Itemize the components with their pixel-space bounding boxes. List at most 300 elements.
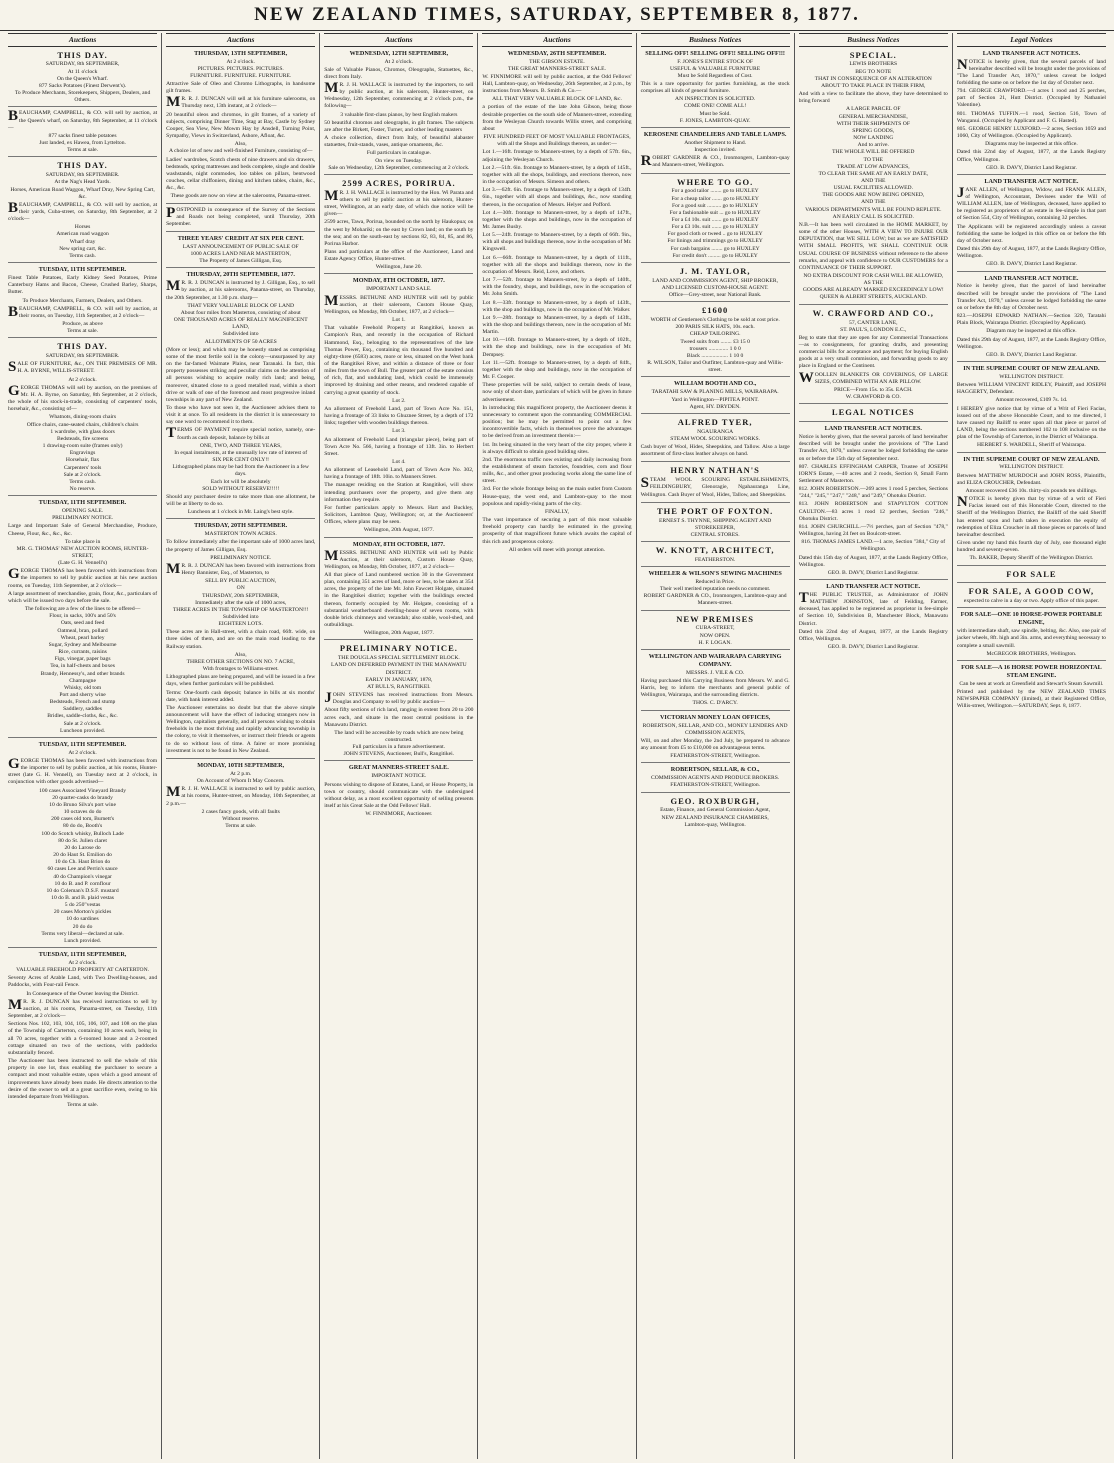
- ad-line: A choice collection, direct from Italy, of beautiful alabaster statuettes, fruit-stands, vases, antique ornaments, &c.: [324, 135, 474, 149]
- ad-line: Plans and particulars at the office of the Auctioneer, Land and Estate Agency Office, Hunter-street.: [324, 249, 474, 263]
- ad-line: Diagrams may be inspected at this office.: [985, 141, 1078, 148]
- ad-line: Lot 4.—30ft. frontage to Manners-street, by a depth of 147ft., together with the shops and buildings, now in the occupation of Mr. James Busby.: [482, 209, 632, 230]
- ad-line: 10 octaves do do: [63, 809, 102, 816]
- ad-line: 20 do do: [72, 923, 93, 930]
- ad-line: PICTURES. PICTURES. PICTURES.: [197, 65, 284, 72]
- ad-line: That valuable Freehold Property at Rangitikei, known as Campion's Run, and recently in the occupation of Richard Hammond, Esq., belonging to the representatives of the late Thomas Power, Esq., containing six thousand five hundred and eighty-three (6583) acres, more or less, situated on the West bank of the Rangitikei River, and within a distance of three or four miles from the town of Bull. The greater part of the estate consists of rich, flat, and undulating land, which could be immensely improved by draining and other means, and rendered capable of carrying a great quantity of stock.: [324, 325, 474, 396]
- ad-line: Lot 2.—51ft. 6in. frontage to Manners-street, by a depth of 145ft., together with all the shops, buildings, and erections thereon, now in the occupation of Messrs. Simeon and others.: [482, 164, 632, 186]
- ad-line: Th. BAKER, Deputy Sheriff of the Wellington District.: [969, 555, 1094, 562]
- ad-line: Engravings: [69, 450, 96, 457]
- ad-line: American road waggon: [56, 231, 109, 238]
- ad-line: Dated this 29th day of August, 1877, at the Lands Registry Office, Wellington.: [956, 246, 1106, 260]
- ad-line: AN EARLY CALL IS SOLICITED.: [832, 213, 914, 220]
- ad-line: For good cloth or tweed .. go to HUXLEY: [667, 231, 763, 238]
- ad-line: Full particulars in a future advertisement.: [352, 744, 446, 751]
- ad-line: Office chairs, cane-seated chairs, children's chairs: [26, 421, 139, 428]
- column-heading: Business Notices: [641, 33, 790, 47]
- ad-heading: HENRY NATHAN'S: [670, 465, 760, 476]
- advertisement-block: [8, 341, 157, 496]
- ad-line: Immediately after the sale of 1000 acres,: [195, 599, 287, 606]
- ad-line: BEAUCHAMP, CAMPBELL, & CO. will sell by auction, at their rooms, on Tuesday, 11th September, at 2 o'clock—: [8, 303, 158, 320]
- advertisement-block: [957, 275, 1106, 363]
- ad-line: IMPORTANT NOTICE.: [371, 773, 427, 780]
- ad-heading: LEGAL NOTICES: [831, 407, 915, 418]
- advertisement-block: [957, 365, 1106, 453]
- ad-line: NOTICE is hereby given that by virtue of a writ of Fieri Facias issued out of this Honorable Court, directed to the Sheriff of the Wellington District, the Bailiff of the said Sheriff has entered upon and hath taken in execution the equity of redemption of Eliza Croucher in all those pieces or parcels of land hereinafter described.: [956, 494, 1106, 538]
- ad-line: Should any purchaser desire to take more than one allotment, he will be at liberty to do so.: [166, 493, 316, 507]
- ad-line: Terms: One-fourth cash deposit; balance in bills at six months' date, with bank interest added.: [166, 689, 316, 703]
- ad-line: 200 cases old tom, Burnett's: [51, 816, 115, 823]
- ad-line: ONE THOUSAND ACRES OF REALLY MAGNIFICENT LAND,: [173, 317, 308, 331]
- ad-line: FEATHERSTON.: [694, 556, 736, 563]
- advertisement-block: [8, 499, 157, 738]
- ad-line: Lithographed plans are being prepared, and will be issued in a few days, when further particulars will be published.: [166, 674, 316, 688]
- ad-line: USUAL FACILITIES ALLOWED.: [833, 185, 913, 192]
- ad-line: An allotment of Freehold Land (triangular piece), being part of Town Acre No. 566, having a frontage of 13ft. 3in. to Herbert Street.: [324, 436, 474, 457]
- ad-heading: ROBERTSON, SELLAR, & CO.,: [670, 766, 760, 774]
- ad-line: Sale of Valuable Pianos, Chromos, Oleographs, Statuettes, &c., direct from Italy.: [324, 66, 474, 80]
- advertisement-block: [799, 583, 948, 653]
- ad-line: Whisky, old tom: [64, 684, 102, 691]
- ad-line: Lot 3.: [392, 428, 406, 435]
- ad-line: Dated this 22nd day of August, 1877, at the Lands Registry Office, Wellington.: [956, 149, 1106, 163]
- ad-line: Also,: [234, 651, 247, 658]
- ad-line: AT BULL'S, RANGITIKEI.: [367, 683, 431, 690]
- ad-line: Terms at sale.: [225, 822, 257, 829]
- advertisement-block: [641, 465, 790, 502]
- ad-line: NEW ZEALAND INSURANCE CHAMBERS,: [661, 814, 769, 821]
- ad-line: Sale at 2 o'clock.: [63, 471, 102, 478]
- ad-line: Just landed, ex Hawea, from Lyttelton.: [39, 140, 126, 147]
- ad-line: Sugar, Sydney and Melbourne: [48, 641, 117, 648]
- ad-line: CENTRAL STORES.: [690, 531, 740, 538]
- ad-line: TARATAHI SAW & PLANING MILLS, WAIRARAPA.: [651, 389, 779, 396]
- ad-line: Amount recovered, £109 7s. 1d.: [995, 397, 1068, 404]
- ad-line: FEATHERSTON-STREET, Wellington.: [670, 753, 761, 760]
- column-heading: Auctions: [482, 33, 631, 47]
- ad-line: 57, CANTER LANE,: [849, 319, 898, 326]
- ad-line: MESSRS. BETHUNE AND HUNTER will sell by Public Auction, at their saleroom, Custom House Quay, Wellington, on Monday, 8th October, 1877, at 2 o'clock—: [324, 547, 474, 570]
- ad-line: GEO. B. DAVY, District Land Registrar.: [985, 164, 1077, 171]
- ad-line: SIX PER CENT ONLY!!: [212, 457, 270, 464]
- ad-line: with intermediate shaft, saw spindle, belting, &c. Also, one pair of jacker wheels, 8ft. high and 3in. arms, and everything necessary to complete a small sawmill.: [956, 628, 1106, 649]
- ad-line: MR. R. J. DUNCAN has received instructions to sell by auction, at his rooms, Panama-street, on Tuesday, 11th September, at 2 o'clock—: [8, 996, 158, 1020]
- ad-line: Beg to state that they are open for any Commercial Transactions—as to consignments, for granting drafts, and presenting commercial bills for acceptance and payment; for buying English goods at a very small commission, and forwarding goods to any place in England or the Continent.: [798, 334, 948, 370]
- ad-line: THE DOUGLAS SPECIAL SETTLEMENT BLOCK.: [337, 655, 460, 662]
- ad-line: The following are a few of the lines to be offered—: [24, 606, 141, 613]
- ad-line: COME ONE! COME ALL!: [683, 103, 747, 110]
- ad-line: 1000 ACRES LAND NEAR MASTERTON,: [190, 251, 291, 258]
- ad-line: Wellington, June 20.: [375, 264, 422, 271]
- ad-line: At 2 o'clock.: [68, 960, 97, 966]
- ad-line: Full particulars in catalogue.: [366, 150, 431, 157]
- ad-heading: SPECIAL.: [849, 49, 897, 60]
- ad-line: Ladies' wardrobes, Scotch chests of nine drawers and six drawers, bedsteads, spring mattresses and beds complete, single and double washstands, night commodes, loo tables on pillars, bentwood couches, cellar chiffoniers, dining and kitchen tables, chairs, &c., &c., &c.: [166, 156, 316, 192]
- ad-line: JANE ALLEN, of Wellington, Widow, and FRANK ALLEN, of Wellington, Accountant, Devisees under the Will of WILLIAM ALLEN, late of Wellington, deceased, have applied to be registered as proprietors of an estate in fee-simple in that part of Section 554, City of Wellington, containing 32 perches.: [956, 184, 1106, 222]
- advertisement-block: [8, 110, 157, 157]
- advertisement-block: [641, 305, 790, 377]
- ad-line: Tea, in half-chests and boxes: [50, 663, 115, 670]
- ad-line: Reduced in Price.: [695, 578, 735, 585]
- ad-line: Printed and published by the NEW ZEALAND TIMES NEWSPAPER COMPANY (limited), at their Registered Office, Willis-street, Wellington.—SATURDAY, Sept. 8, 1877.: [956, 688, 1106, 710]
- ad-heading: FOR SALE, A GOOD COW,: [968, 586, 1095, 597]
- ad-line: with all the Shops and Buildings thereon, as under:—: [497, 141, 617, 148]
- ad-line: Wharf dray: [69, 238, 96, 245]
- ad-line: At the Nag's Head Yards.: [54, 179, 111, 186]
- ad-line: At 2 p.m.: [230, 770, 252, 777]
- ad-line: 20 do Larose do: [64, 844, 101, 851]
- ad-line: For credit don't ......... go to HUXLEY: [672, 252, 758, 259]
- ad-heading: THIS DAY.: [57, 160, 108, 171]
- ad-line: SATURDAY, 8th SEPTEMBER.: [45, 172, 120, 179]
- advertisement-block: [641, 653, 790, 711]
- ad-line: For a £3 10s. suit ....... go to HUXLEY: [671, 224, 759, 231]
- masthead: NEW ZEALAND TIMES, SATURDAY, SEPTEMBER 8, 1877.: [0, 0, 1114, 31]
- ad-line: A large assortment of merchandise, grain, flour, &c., particulars of which will be issued two days before the sale.: [8, 590, 158, 604]
- ad-line: 40 do Champion's vinegar: [53, 873, 112, 880]
- ad-line: The Auctioneer entertains no doubt but that the above simple announcement will have the effect of inducing strangers now in Wellington, capitalists generally, and all persons wishing to obtain freeholds in the most thriving and rapidly advancing township in the colony, to visit it themselves, or instruct their friends or agents to do so without loss of time. A fairer or more promising investment is not to be found in New Zealand.: [166, 704, 316, 754]
- ad-line: 1 drawing-room suite (frames only): [42, 443, 123, 450]
- ad-line: To follow immediately after the important sale of 1000 acres land, the property of James Gilligan, Esq.: [166, 539, 316, 553]
- ad-line: Terms cash.: [69, 252, 96, 259]
- ad-line: To take place in: [64, 538, 101, 545]
- ad-line: ONE, TWO, AND THREE YEARS,: [199, 442, 282, 449]
- ad-line: R. WILSON, Tailor and Outfitter, Lambton-quay and Willis-street.: [647, 360, 784, 374]
- columns: [4, 33, 1110, 1459]
- advertisement-block: [641, 766, 790, 792]
- ad-line: THE GOODS ARE NOW BEING OPENED,: [822, 192, 925, 199]
- ad-heading: LAND TRANSFER ACT NOTICE.: [984, 274, 1079, 282]
- ad-line: Persons wishing to dispose of Estates, Land, or House Property, in town or country, should communicate with the undersigned without delay, as a most excellent opportunity of selling presents itself at his Great Sale at the Odd Fellows' Hall.: [324, 781, 474, 809]
- ad-line: The Property of James Gilligan, Esq.: [199, 258, 283, 265]
- ad-line: At 11 o'clock: [67, 68, 98, 75]
- ad-line: THE PUBLIC TRUSTEE, as Administrator of JOHN MATTHEW JOHNSTON, late of Feilding, Farmer, deceased, has applied to be registered as proprietor in fee-simple of Section 10, Subdivision B, Manchester Block, Manawatu District.: [798, 589, 948, 627]
- ad-line: Dated this 15th day of August, 1877, at the Lands Registry Office, Wellington.: [798, 554, 948, 568]
- ad-line: 823.—JOSEPH EDWARD NATHAN.—Section 320, Taratahi Plain Block, Wairarapa District. (Occupied by Applicant).: [956, 313, 1106, 327]
- ad-heading: GREAT MANNERS-STREET SALE.: [348, 764, 449, 772]
- ad-heading: LAND TRANSFER ACT NOTICES.: [982, 49, 1081, 57]
- advertisement-block: [641, 570, 790, 611]
- ad-line: ERNEST S. THYNNE, SHIPPING AGENT AND STOREKEEPER,: [658, 517, 772, 531]
- ad-line: Luncheon at 1 o'clock in Mr. Laing's best style.: [187, 509, 294, 516]
- ad-line: 20 quarter-casks do brandy: [52, 794, 113, 801]
- ad-line: 877 Sacks Potatoes (Finest Derwent's).: [38, 82, 127, 89]
- ad-line: Lot 11.—52ft. frontage to Manners-street, by a depth of 84ft., together with the shop and buildings, now in the occupation of Mr. F. Cooper.: [482, 359, 632, 381]
- ad-line: Carpenters' tools: [63, 464, 102, 471]
- ad-line: F. JONES'S ENTIRE STOCK OF: [677, 58, 754, 65]
- ad-line: 100 do Scotch whisky, Bulloch Lade: [41, 830, 124, 837]
- ad-line: No reserve.: [69, 485, 96, 492]
- ad-line: TO CLEAR THE SAME AT AN EARLY DATE,: [818, 170, 929, 177]
- column-5: [637, 33, 795, 1459]
- ad-line: FINALLY,: [544, 508, 570, 515]
- ad-line: Office—Grey-street, near National Bank.: [668, 292, 762, 299]
- column-heading: Auctions: [166, 33, 315, 47]
- ad-line: Bridles, saddle-cloths, &c., &c.: [47, 713, 118, 720]
- ad-line: POSTPONED in consequence of the Survey of the Sections and Roads not being completed, until Thursday, 20th September.: [166, 204, 316, 227]
- ad-line: SPRING GOODS,: [852, 127, 895, 134]
- ad-line: FURNITURE. FURNITURE. FURNITURE.: [190, 72, 292, 79]
- ad-line: Terms cash.: [69, 478, 96, 485]
- ad-line: 877 sacks finest table potatoes: [48, 132, 117, 139]
- ad-line: Each lot will be absolutely: [210, 478, 271, 485]
- advertisement-block: [641, 50, 790, 128]
- ad-line: LAND ON DEFERRED PAYMENT IN THE MANAWATU DISTRICT.: [331, 662, 467, 676]
- advertisement-block: [641, 380, 790, 413]
- ad-heading: FOR SALE: [1006, 568, 1057, 579]
- ad-line: 812. JOHN ROBERTSON.—269 acres 1 rood 5 perches, Sections "244," "245," "247," "248," and "249," Ohotuku District.: [798, 486, 948, 500]
- column-6: [795, 33, 953, 1459]
- ad-line: And to arrive.: [857, 142, 889, 149]
- ad-line: Lot 10.—16ft. frontage to Manners-street, by a depth of 102ft., with the shop and buildings, now in the occupation of Mr. Dempsey.: [482, 337, 632, 358]
- ad-line: 814. JOHN CHURCHILL.—7½ perches, part of Section "478," Wellington, having 24 feet on Boulcott-street.: [798, 523, 948, 538]
- ad-line: Flour, in sacks, 100's and 50's: [49, 613, 116, 620]
- ad-line: GEORGE THOMAS has been favored with instructions from the importers to sell by public auction at his new auction rooms, on Tuesday, 11th September, at 2 o'clock—: [8, 566, 158, 589]
- ad-line: GEO. B. DAVY, District Land Registrar.: [985, 351, 1077, 358]
- ad-line: NOW LANDING: [853, 135, 894, 142]
- ad-line: Lunch provided.: [64, 937, 102, 944]
- ad-line: Another Shipment to Hand.: [684, 139, 747, 146]
- ad-line: THREE ACRES IN THE TOWNSHIP OF MASTERTON!!!: [172, 606, 309, 613]
- advertisement-block: [166, 762, 315, 832]
- ad-line: Lot 3.—62ft. 6in. frontage to Manners-street, by a depth of 134ft. 6in., together with all shops and buildings, &c., now standing thereon, in the occupation of Messrs. Helyer and Pofford.: [482, 187, 632, 208]
- ad-line: 2 cases fancy goods, with all faults: [201, 808, 280, 815]
- ad-line: THAT VERY VALUABLE BLOCK OF LAND: [187, 302, 295, 309]
- ad-line: For a £4 10s. suit ....... go to HUXLEY: [671, 217, 759, 223]
- ad-heading: THREE YEARS' CREDIT AT SIX PER CENT.: [177, 234, 304, 242]
- ad-line: W. FINNIMORE will sell by public auction, at the Odd Fellows' Hall, Lambton-quay, on Wednesday, 26th September, at 2 p.m., by instructions from Messrs. B. Smith & Co.—: [482, 73, 632, 95]
- advertisement-block: [799, 425, 948, 580]
- ad-heading: ALFRED TYER,: [677, 416, 753, 427]
- ad-line: On view on Tuesday.: [375, 157, 423, 164]
- ad-line: In introducing this magnificent property, the Auctioneer deems it unnecessary to comment upon the commanding COMMERCIAL position; but he may be permitted to point out a few incontrovertible facts, which in themselves prove the advantages to be derived from an investment therein:—: [482, 404, 632, 440]
- ad-line: (More or less); and which may be honestly stated as comprising some of the most fertile soil in the colony—unsurpassed by any on the far-famed Waimate Plains, near Taranaki. In fact, this property possesses striking and peculiar claims on the attention of all persons wishing to acquire really rich land; and being, moreover, situated close to a good metalled road, within a short drive or walk of one of the foremost and most progressive inland townships in any part of New Zealand.: [166, 346, 316, 403]
- ad-line: These goods are now on view at the salerooms, Panama-street.: [170, 193, 311, 200]
- ad-line: 801. THOMAS TUFFIN.—1 rood, Section 516, Town of Wanganui. (Occupied by Applicant and F. G. Hasted).: [956, 110, 1106, 124]
- ad-line: TO THE: [863, 156, 884, 163]
- ad-heading: TUESDAY, 11TH SEPTEMBER.: [38, 740, 127, 748]
- ad-heading: TUESDAY, 11TH SEPTEMBER.: [38, 499, 127, 507]
- ad-line: WITH THEIR SHIPMENTS OF: [836, 120, 910, 127]
- ad-line: 1st. Its being situated in the very heart of the city proper, where it is always difficult to obtain good building sites.: [482, 441, 632, 455]
- ad-heading: TUESDAY, 11TH SEPTEMBER,: [38, 951, 127, 959]
- advertisement-block: [166, 271, 315, 519]
- ad-line: Finest Table Potatoes, Early Kidney Seed Potatoes, Prime Canterbury Hams and Bacon, Cheese, Crushed Barley, Sharps, Butter.: [8, 275, 158, 296]
- ad-line: WELLINGTON DISTRICT.: [999, 464, 1064, 471]
- ad-line: Horses: [74, 224, 91, 231]
- ad-line: ROBERT GARDNER & CO., Ironmongers, Lambton-quay and Manners-street.: [643, 593, 787, 607]
- ad-line: Bedsteads, French and stump: [49, 699, 116, 706]
- ad-line: JOHN STEVENS has received instructions from Messrs. Douglas and Company to sell by public auction—: [324, 690, 474, 707]
- ad-line: ST. PAUL'S, LONDON E.C.,: [840, 326, 907, 333]
- ad-line: ABOUT TO TAKE PLACE IN THEIR FIRM,: [821, 82, 926, 89]
- ad-line: On the Queen's Wharf.: [56, 75, 109, 82]
- ad-line: An allotment of Freehold Land, part of Town Acre No. 151, having a frontage of 33 links to Ghuznee Street, by a depth of 172 links; together with wooden buildings thereon.: [324, 405, 474, 427]
- ad-line: For linings and trimmings go to HUXLEY: [667, 238, 763, 245]
- ad-line: About four miles from Masterton, consisting of about: [180, 309, 301, 316]
- ad-line: In equal instalments, at the unusually low rate of interest of: [174, 449, 308, 456]
- ad-line: ROBERT GARDNER & CO., Ironmongers, Lambton-quay and Manners-street, Wellington.: [640, 153, 790, 170]
- ad-line: USEFUL & VALUABLE FURNITURE: [670, 65, 761, 72]
- advertisement-block: [641, 714, 790, 764]
- ad-line: For cash bargains ........ go to HUXLEY: [670, 245, 760, 252]
- ad-line: 10 do B. and B. plaid vestas: [51, 894, 114, 901]
- ad-line: AND THE: [861, 177, 886, 184]
- ad-line: STEAM WOOL SCOURING WORKS.: [670, 435, 760, 442]
- advertisement-block: [957, 178, 1106, 272]
- ad-line: PRELIMINARY NOTICE.: [210, 554, 272, 561]
- ad-line: MR. J. H. WALLACE is instructed to sell by public auction, at his rooms, Hunter-street, on Monday, 10th September, at 2 p.m.—: [166, 784, 316, 807]
- ad-line: The manager residing on the Station at Rangitikei, will show intending purchasers over the property, and give them any information they require.: [324, 482, 474, 503]
- ad-line: AND LICENSED CUSTOM-HOUSE AGENT.: [661, 284, 769, 291]
- column-heading: Legal Notices: [957, 33, 1106, 47]
- ad-heading: PRELIMINARY NOTICE.: [339, 643, 458, 654]
- column-7: [953, 33, 1110, 1459]
- ad-line: Yard in Wellington—PIPITEA POINT.: [671, 396, 759, 403]
- column-1: [4, 33, 162, 1459]
- ad-line: 10 do Coleman's D.S.F. mustard: [46, 887, 119, 894]
- ad-heading: NEW PREMISES: [676, 613, 754, 624]
- ad-line: a portion of the estate of the late John Gibson, being those desirable properties on the south side of Manners-street, extending from the Wesleyan Church towards Willis street, and comprising about: [482, 104, 632, 132]
- ad-line: EARLY IN JANUARY, 1878,: [365, 676, 433, 683]
- ad-line: COMMISSION AGENTS AND PRODUCE BROKERS.: [651, 775, 780, 782]
- ad-line: Will, on and after Monday, the 2nd July, be prepared to advance any amount from £5 to £10,000 on advantageous terms.: [640, 737, 790, 751]
- ad-line: ROBERTSON, SELLAR, AND CO., MONEY LENDERS AND COMMISSION AGENTS,: [642, 722, 788, 736]
- ad-line: BEG TO NOTE: [855, 68, 892, 75]
- ad-line: SELL BY PUBLIC AUCTION,: [205, 578, 277, 585]
- ad-line: Sale on Wednesday, 12th September, commencing at 2 o'clock.: [328, 164, 470, 171]
- ad-heading: SELLING OFF! SELLING OFF!! SELLING OFF!!!: [645, 49, 785, 57]
- ad-line: On Account of Whom It May Concern.: [196, 778, 285, 785]
- advertisement-block: [166, 235, 315, 268]
- ad-line: Agent, HY. DRYDEN.: [689, 403, 741, 410]
- ad-line: FEATHERSTON-STREET, Wellington.: [670, 782, 761, 789]
- ad-line: SOLD WITHOUT RESERVE!!!!!: [202, 485, 280, 492]
- ad-line: 200 PARIS SILK HATS, 10s. each.: [675, 324, 755, 331]
- ad-line: And with a view to facilitate the above, they have determined to bring forward: [798, 91, 948, 105]
- ad-line: Lambton-quay, Wellington.: [684, 821, 746, 828]
- ad-line: In Consequence of the Owner leaving the District.: [26, 990, 139, 997]
- advertisement-block: [8, 266, 157, 338]
- ad-line: Wheat, pearl barley: [60, 634, 105, 641]
- ad-line: FIVE HUNDRED FEET OF MOST VALUABLE FRONTAGES,: [483, 134, 631, 141]
- ad-line: Bedsteads, fire screens: [57, 435, 109, 442]
- ad-line: THE GREAT MANNERS-STREET SALE.: [507, 65, 606, 72]
- ad-line: VALUABLE FREEHOLD PROPERTY AT CARTERTON.: [16, 967, 150, 974]
- ad-line: THURSDAY, 20th SEPTEMBER,: [202, 592, 280, 599]
- ad-line: 20 beautiful oleos and chromos, in gilt frames, of a variety of subjects, comprising Dinner Time, Stag at Bay, Castle by Sydney Cooper, Sea View, New Mowm Hay by Ansdell, Turning Point, Sympathy, Views in Switzerland, Ashore, Afloat, &c.: [166, 111, 316, 140]
- ad-line: These properties will be sold, subject to certain deeds of lease, now only of short date, particulars of which will be given in future advertisement.: [482, 382, 632, 403]
- ad-line: ON: [236, 585, 245, 592]
- ad-line: Lot 5.—24ft. frontage to Manners-street, by a depth of 66ft. 9in., with all shops and buildings thereon, now in the occupation of Mr. Kingswell.: [482, 232, 632, 253]
- ad-line: Lot 2.: [392, 397, 406, 404]
- ad-line: McGREGOR BROTHERS, Wellington.: [986, 650, 1077, 657]
- ad-line: HERBERT S. WARDELL, Sheriff of Wairarapa.: [977, 442, 1086, 449]
- ad-line: Dated this 29th day of August, 1877, at the Lands Registry Office, Wellington.: [956, 336, 1106, 350]
- ad-line: Must be Sold Regardless of Cost.: [677, 72, 753, 79]
- ad-heading: THURSDAY, 20TH SEPTEMBER.: [194, 522, 288, 530]
- ad-line: Subdivided into: [222, 331, 259, 338]
- advertisement-block: [324, 764, 473, 820]
- ad-line: GEO. B. DAVY, District Land Registrar.: [985, 261, 1077, 268]
- column-3: [320, 33, 478, 1459]
- ad-heading: WEDNESDAY, 12TH SEPTEMBER,: [349, 49, 449, 57]
- advertisement-block: [641, 506, 790, 542]
- ad-heading: WHEELER & WILSON'S SEWING MACHINES: [648, 570, 782, 578]
- ad-heading: WEDNESDAY, 26TH SEPTEMBER.: [507, 49, 607, 57]
- ad-line: Wellington, 20th August, 1877.: [363, 630, 434, 637]
- ad-line: These acres are in Hall-street, with a chain road, 66ft. wide, on three sides of them, and are on the main road leading to the Railway station.: [166, 629, 316, 650]
- ad-line: AS THE: [863, 280, 883, 287]
- ad-line: Whatnots, dining-room chairs: [49, 414, 117, 421]
- ad-heading: 2599 ACRES, PORIRUA.: [342, 177, 456, 188]
- ad-line: A choice lot of new and well-finished Furniture, consisting of—: [168, 148, 313, 155]
- column-heading: Business Notices: [799, 33, 948, 47]
- ad-line: I HEREBY give notice that by virtue of a Writ of Fieri Facias, issued out of the above Honorable Court, and to me directed, I have caused my Bailiff to enter upon all that piece or parcel of LAND, being the sections numbered 102 to 108 inclusive on the plan of the Township of Carterton, in the District of Wairarapa.: [956, 405, 1106, 441]
- ad-line: Horsehair, flax: [65, 457, 100, 464]
- ad-line: At 2 o'clock.: [384, 58, 414, 65]
- ad-heading: LAND TRANSFER ACT NOTICE.: [984, 177, 1079, 185]
- ad-line: Inspection invited.: [694, 147, 736, 154]
- ad-line: MR. G. THOMAS' NEW AUCTION ROOMS, HUNTER-STREET,: [16, 545, 149, 559]
- column-heading: Auctions: [324, 33, 473, 47]
- ad-line: ALLOTMENTS OF 50 ACRES: [204, 338, 277, 345]
- column-2: [162, 33, 320, 1459]
- ad-line: Given under my hand this fourth day of July, one thousand eight hundred and seventy-seven.: [956, 540, 1106, 554]
- ad-line: The vast importance of securing a part of this most valuable freehold property can hardly be estimated in the growing prosperity of that magnificent future which awaits the capital of this rich and prosperous colony.: [482, 517, 632, 545]
- ad-line: Lot 1.—16ft. frontage to Manners-street, by a depth of 57ft. 6in., adjoining the Wesleyan Church.: [482, 149, 632, 163]
- ad-line: SALE OF FURNITURE, &c., ON THE PREMISES OF MR. H. A. BYRNE, WILLIS-STREET.: [8, 359, 158, 376]
- ad-line: Having purchased this Carrying Business from Messrs. W. and G. Harris, beg to inform the merchants and general public of Wellington, Wairarapa, and the surrounding districts.: [640, 677, 790, 699]
- ad-line: THOS. C. D'ARCY.: [692, 700, 738, 707]
- ad-line: AND THE: [861, 199, 886, 206]
- ad-line: GENERAL MERCHANDISE,: [838, 113, 908, 120]
- ad-line: N.B.—It has been well circulated in the HOME MARKET, by some of the other Houses, WITH A VIEW TO INJURE OUR DEPUTATION, that WE SELL LOW; but as we are SATISFIED WITH SMALL PROFITS, WE SHALL CONTINUE OUR USUAL COURSE OF BUSINESS without reference to the above remarks, and appeal with confidence to OUR CUSTOMERS for a CONTINUANCE OF THEIR SUPPORT.: [798, 221, 948, 271]
- ad-line: The Auctioneer has been instructed to sell the whole of this property in one lot, thus enabling the purchaser to secure a compact and most valuable estate, upon which a good amount of improvements have already been made. He directs attention to the desire of the owner to sell at a great sacrifice even, owing to his intended departure from Wellington.: [8, 1058, 158, 1100]
- ad-line: With frontages to Williams-street.: [202, 666, 279, 673]
- advertisement-block: [641, 266, 790, 302]
- ad-line: OPENING SALE.: [61, 508, 104, 515]
- ad-line: Tweed suits from ........ £3 15 0: [680, 338, 750, 345]
- ad-heading: THURSDAY, 13TH SEPTEMBER,: [194, 49, 288, 57]
- advertisement-block: [641, 614, 790, 650]
- ad-line: Subdivided into: [222, 613, 259, 620]
- ad-heading: W. KNOTT, ARCHITECT,: [655, 545, 775, 555]
- advertisement-block: [8, 160, 157, 263]
- advertisement-block: [641, 177, 790, 263]
- ad-line: GEO. B. DAVY, District Land Registrar.: [827, 569, 919, 576]
- advertisement-block: [957, 569, 1106, 584]
- advertisement-block: [799, 50, 948, 305]
- column-4: [478, 33, 636, 1459]
- advertisement-block: [957, 50, 1106, 175]
- ad-line: CUBA-STREET,: [695, 625, 735, 632]
- ad-line: Their well merited reputation needs no comment.: [659, 586, 771, 593]
- ad-line: 813. JOHN ROBERTSON and STAPYLTON COTTON CAULTON.—83 acres 1 rood 12 perches, Section "246," Ohotuku District.: [798, 501, 948, 522]
- ad-line: NGAURANGA: [697, 428, 734, 435]
- ad-heading: FOR SALE—ONE 10 HORSE-POWER PORTABLE ENGINE,: [960, 611, 1103, 627]
- ad-line: AN INSPECTION IS SOLICITED.: [675, 96, 756, 103]
- ad-line: Can be seen at work at Greenfield and Stewart's Steam Sawmill.: [959, 680, 1104, 687]
- ad-line: 2599 acres, Tawa, Porirua, bounded on the north by Haukopua; on the west by Mohariki; on the east by Crown land; on the south by the sea; and on the south-east by sections 82, 83, 84, 85, and 86, Porirua Harbor.: [324, 219, 474, 247]
- ad-heading: W. CRAWFORD AND CO.,: [812, 307, 934, 318]
- ad-heading: LAND TRANSFER ACT NOTICES.: [824, 425, 922, 433]
- ad-line: 50 beautiful chromos and oleographs, in gilt frames. The subjects are after the Birkett, Foster, Turner, and other leading masters: [324, 119, 474, 133]
- ad-line: Also,: [234, 141, 247, 148]
- ad-line: Terms at sale.: [67, 1101, 98, 1108]
- ad-heading: J. M. TAYLOR,: [679, 265, 751, 276]
- ad-line: A LARGE PARCEL OF: [846, 106, 901, 113]
